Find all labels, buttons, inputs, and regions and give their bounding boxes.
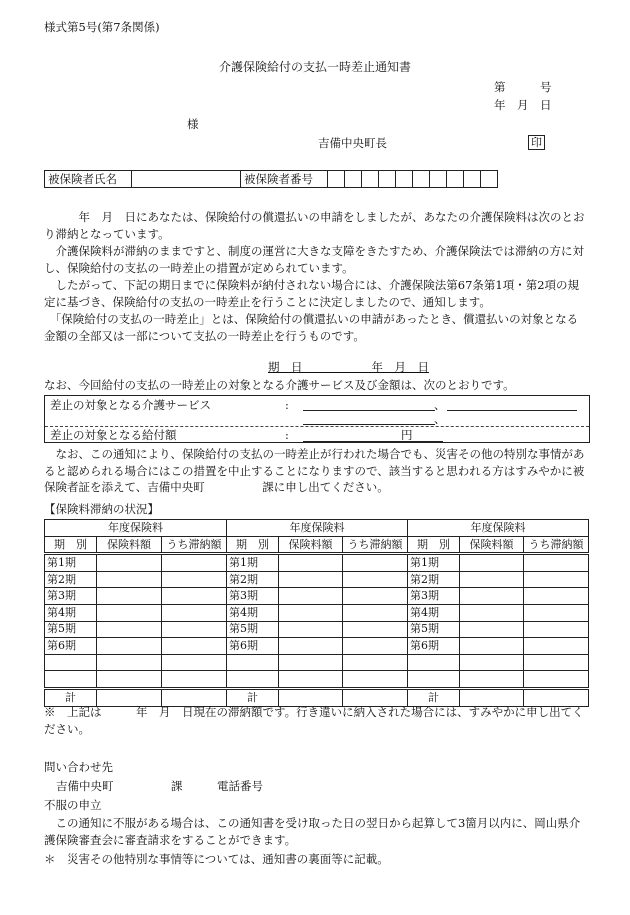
period-label: 第5期 xyxy=(45,621,97,638)
body-paragraph-5: なお、今回給付の支払の一時差止の対象となる介護サービス及び金額は、次のとおりです。 xyxy=(44,378,515,392)
period-label: 第2期 xyxy=(227,571,279,588)
contact-heading: 問い合わせ先 xyxy=(44,760,113,774)
premium-cell[interactable] xyxy=(279,588,343,605)
period-label: 第6期 xyxy=(45,638,97,655)
insured-number-box[interactable] xyxy=(464,171,481,188)
insured-number-box[interactable] xyxy=(396,171,413,188)
arrears-cell[interactable] xyxy=(524,638,589,655)
premium-cell[interactable] xyxy=(279,621,343,638)
sender-name: 吉備中央町長 xyxy=(318,136,387,150)
col-premium: 保険料額 xyxy=(460,536,524,554)
col-period: 期 別 xyxy=(227,536,279,554)
period-label: 第6期 xyxy=(227,638,279,655)
period-label: 第4期 xyxy=(45,604,97,621)
arrears-cell[interactable] xyxy=(524,654,589,671)
premium-cell[interactable] xyxy=(97,554,162,572)
service-separator-2: 、 xyxy=(434,412,446,426)
arrears-cell[interactable] xyxy=(524,621,589,638)
insured-name-label: 被保険者氏名 xyxy=(45,171,132,188)
insured-number-box[interactable] xyxy=(430,171,447,188)
arrears-cell[interactable] xyxy=(162,604,227,621)
col-premium: 保険料額 xyxy=(97,536,162,554)
target-divider xyxy=(45,426,589,427)
arrears-status-tables xyxy=(44,519,588,704)
col-arrears: うち滞納額 xyxy=(162,536,227,554)
target-service-colon: : xyxy=(285,398,289,412)
target-box xyxy=(44,395,590,443)
premium-cell[interactable] xyxy=(97,671,162,689)
period-label xyxy=(45,671,97,689)
premium-cell[interactable] xyxy=(97,621,162,638)
premium-cell[interactable] xyxy=(97,588,162,605)
col-period: 期 別 xyxy=(408,536,460,554)
premium-cell[interactable] xyxy=(97,604,162,621)
arrears-cell[interactable] xyxy=(343,621,408,638)
premium-cell[interactable] xyxy=(97,654,162,671)
arrears-cell[interactable] xyxy=(343,638,408,655)
col-premium: 保険料額 xyxy=(279,536,343,554)
appeal-heading: 不服の申立 xyxy=(44,798,102,812)
arrears-cell[interactable] xyxy=(343,571,408,588)
period-label: 第1期 xyxy=(45,554,97,572)
deadline-line: 期 日 年 月 日 xyxy=(268,360,429,374)
service-separator-1: 、 xyxy=(434,398,446,412)
arrears-cell[interactable] xyxy=(162,588,227,605)
insured-number-box[interactable] xyxy=(447,171,464,188)
col-period: 期 別 xyxy=(45,536,97,554)
col-arrears: うち滞納額 xyxy=(524,536,589,554)
period-label: 第4期 xyxy=(408,604,460,621)
year-label: 年度保険料 xyxy=(408,520,589,537)
arrears-cell[interactable] xyxy=(343,604,408,621)
arrears-cell[interactable] xyxy=(343,671,408,689)
arrears-cell[interactable] xyxy=(162,638,227,655)
insured-number-box[interactable] xyxy=(345,171,362,188)
status-heading: 【保険料滞納の状況】 xyxy=(44,502,159,516)
arrears-cell[interactable] xyxy=(343,554,408,572)
period-label: 第5期 xyxy=(408,621,460,638)
body-paragraph-3: したがって、下記の期日までに保険料が納付されない場合には、介護保険法第67条第1項・第2項の規定に基づき、保険給付の支払の一時差止を行うことに決定しましたので、通知します。 xyxy=(44,278,580,309)
service-blank-3[interactable] xyxy=(303,424,435,425)
arrears-cell[interactable] xyxy=(524,571,589,588)
arrears-table-year-1 xyxy=(44,519,226,704)
premium-cell[interactable] xyxy=(460,621,524,638)
service-blank-1[interactable] xyxy=(303,410,435,411)
period-label xyxy=(408,654,460,671)
premium-cell[interactable] xyxy=(279,638,343,655)
period-label xyxy=(45,654,97,671)
addressee-suffix: 様 xyxy=(187,117,199,131)
period-label: 第2期 xyxy=(408,571,460,588)
period-label: 第3期 xyxy=(45,588,97,605)
year-label: 年度保険料 xyxy=(45,520,227,537)
period-label: 第3期 xyxy=(408,588,460,605)
target-service-label: 差止の対象となる介護サービス xyxy=(50,398,211,412)
period-label: 第2期 xyxy=(45,571,97,588)
period-label: 第4期 xyxy=(227,604,279,621)
arrears-cell[interactable] xyxy=(524,554,589,572)
body-paragraph-1: 年 月 日にあなたは、保険給付の償還払いの申請をしましたが、あなたの介護保険料は次のとおり滞納となっています。 xyxy=(44,210,585,241)
period-label: 第6期 xyxy=(408,638,460,655)
insured-number-box[interactable] xyxy=(413,171,430,188)
insured-number-box[interactable] xyxy=(328,171,345,188)
period-label: 第1期 xyxy=(408,554,460,572)
document-number: 第 号 xyxy=(494,80,552,94)
premium-cell[interactable] xyxy=(279,604,343,621)
service-blank-2[interactable] xyxy=(447,410,577,411)
premium-cell[interactable] xyxy=(460,571,524,588)
arrears-cell[interactable] xyxy=(162,671,227,689)
body-paragraph-2: 介護保険料が滞納のままですと、制度の運営に大きな支障をきたすため、介護保険法では滞納の方に対し、保険給付の支払の一時差止の措置が定められています。 xyxy=(44,244,585,275)
insured-name-field[interactable] xyxy=(132,171,241,188)
insured-info-table xyxy=(44,170,498,188)
contact-line: 吉備中央町 課 電話番号 xyxy=(56,779,263,793)
seal-mark: 印 xyxy=(528,135,545,150)
insured-number-label: 被保険者番号 xyxy=(241,171,328,188)
status-note: ※ 上記は 年 月 日現在の滞納額です。行き違いに納入された場合には、すみやかに申し出てください。 xyxy=(44,705,584,736)
target-amount-label: 差止の対象となる給付額 xyxy=(50,428,177,442)
body-paragraph-6: なお、この通知により、保険給付の支払の一時差止が行われた場合でも、災害その他の特別な事情があると認められる場合にはこの措置を中止することになりますので、該当すると思われる方はすみやかに被保険者証を添えて、吉備中央町 課に申し出てください。 xyxy=(44,447,585,495)
premium-cell[interactable] xyxy=(460,654,524,671)
premium-cell[interactable] xyxy=(279,554,343,572)
premium-cell[interactable] xyxy=(460,604,524,621)
amount-yen: 円 xyxy=(401,428,413,442)
col-arrears: うち滞納額 xyxy=(343,536,408,554)
target-amount-colon: : xyxy=(285,428,289,442)
period-label: 第5期 xyxy=(227,621,279,638)
premium-cell[interactable] xyxy=(97,571,162,588)
premium-cell[interactable] xyxy=(279,571,343,588)
premium-cell[interactable] xyxy=(279,671,343,689)
arrears-cell[interactable] xyxy=(162,554,227,572)
arrears-cell[interactable] xyxy=(524,671,589,689)
arrears-cell[interactable] xyxy=(343,588,408,605)
arrears-cell[interactable] xyxy=(162,654,227,671)
arrears-cell[interactable] xyxy=(162,621,227,638)
appeal-text: この通知に不服がある場合は、この通知書を受け取った日の翌日から起算して3箇月以内に、岡山県介護保険審査会に審査請求をすることができます。 xyxy=(44,816,581,847)
document-title: 介護保険給付の支払一時差止通知書 xyxy=(218,60,411,74)
period-label: 第1期 xyxy=(227,554,279,572)
insured-number-box[interactable] xyxy=(481,171,498,188)
total-label: 計 xyxy=(45,688,97,706)
period-label xyxy=(227,654,279,671)
total-label: 計 xyxy=(227,688,279,706)
total-label: 計 xyxy=(408,688,460,706)
year-label: 年度保険料 xyxy=(227,520,408,537)
arrears-cell[interactable] xyxy=(343,654,408,671)
footnote: ＊ 災害その他特別な事情等については、通知書の裏面等に記載。 xyxy=(44,852,389,866)
period-label: 第3期 xyxy=(227,588,279,605)
period-label xyxy=(408,671,460,689)
arrears-table-year-2 xyxy=(226,519,407,704)
body-paragraph-4: 「保険給付の支払の一時差止」とは、保険給付の償還払いの申請があったとき、償還払いの対象となる金額の全部又は一部について支払の一時差止を行うものです。 xyxy=(44,312,579,343)
premium-cell[interactable] xyxy=(97,638,162,655)
document-date: 年 月 日 xyxy=(494,98,552,112)
arrears-cell[interactable] xyxy=(524,604,589,621)
form-code: 様式第5号(第7条関係) xyxy=(44,20,160,34)
arrears-table-year-3 xyxy=(407,519,588,704)
premium-cell[interactable] xyxy=(460,638,524,655)
premium-cell[interactable] xyxy=(460,671,524,689)
arrears-cell[interactable] xyxy=(162,571,227,588)
insured-number-box[interactable] xyxy=(362,171,379,188)
insured-number-box[interactable] xyxy=(379,171,396,188)
premium-cell[interactable] xyxy=(279,654,343,671)
premium-cell[interactable] xyxy=(460,588,524,605)
period-label xyxy=(227,671,279,689)
arrears-cell[interactable] xyxy=(524,588,589,605)
amount-blank[interactable] xyxy=(303,441,443,442)
premium-cell[interactable] xyxy=(460,554,524,572)
